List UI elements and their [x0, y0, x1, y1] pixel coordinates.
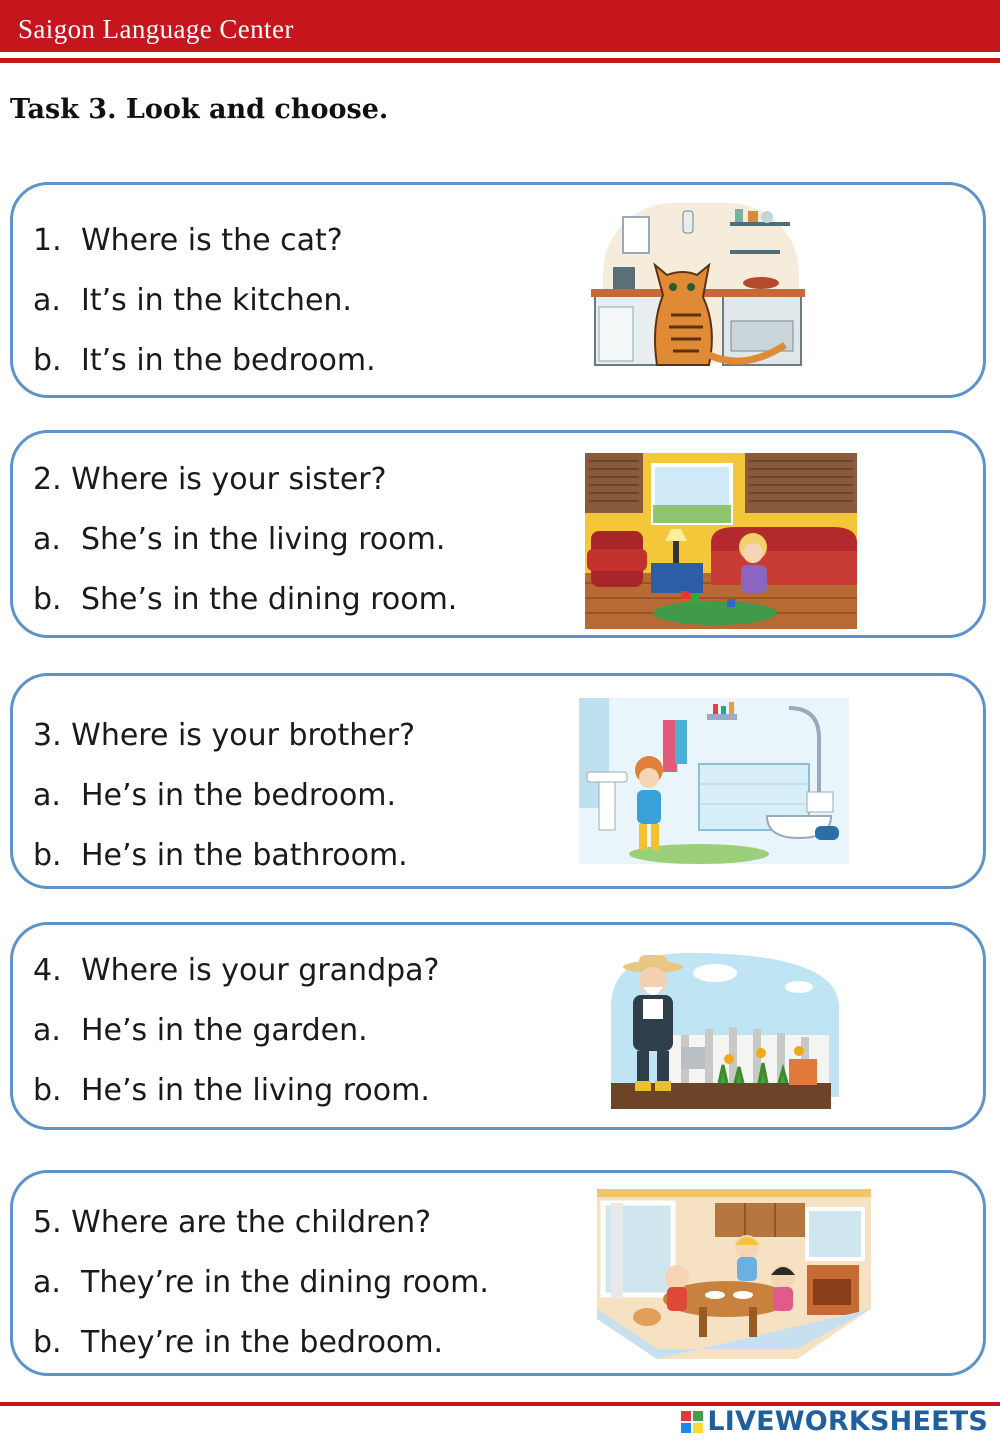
option-marker: a. — [33, 778, 61, 813]
option-marker: b. — [33, 1073, 62, 1108]
question-text: Where is the cat? — [81, 223, 343, 258]
option-marker: a. — [33, 1013, 61, 1048]
option-marker: a. — [33, 522, 61, 557]
question-number: 1. — [33, 223, 62, 258]
question-4 — [33, 953, 439, 988]
living-room-image — [585, 453, 857, 629]
question-card-5 — [10, 1170, 986, 1376]
option-text: It’s in the kitchen. — [81, 283, 352, 318]
option-4b[interactable] — [33, 1073, 430, 1108]
bathroom-image — [579, 698, 849, 864]
option-marker: b. — [33, 838, 62, 873]
option-2b[interactable] — [33, 582, 457, 617]
option-3a[interactable] — [33, 778, 396, 813]
garden-image — [589, 947, 851, 1117]
question-card-4 — [10, 922, 986, 1130]
option-text: She’s in the dining room. — [81, 582, 458, 617]
option-1b[interactable] — [33, 343, 376, 378]
option-3b[interactable] — [33, 838, 408, 873]
option-marker: b. — [33, 1325, 62, 1360]
question-3 — [33, 718, 415, 753]
option-4a[interactable] — [33, 1013, 368, 1048]
option-1a[interactable] — [33, 283, 352, 318]
question-number: 4. — [33, 953, 62, 988]
question-card-1 — [10, 182, 986, 398]
question-card-3 — [10, 673, 986, 889]
question-number: 5. — [33, 1205, 62, 1240]
option-5a[interactable] — [33, 1265, 489, 1300]
header-divider — [0, 58, 1000, 63]
question-text: Where is your sister? — [71, 462, 387, 497]
task-title: Task 3. Look and choose. — [10, 94, 389, 125]
question-1 — [33, 223, 343, 258]
option-text: He’s in the garden. — [81, 1013, 368, 1048]
brand-name: LIVEWORKSHEETS — [707, 1406, 988, 1437]
question-text: Where are the children? — [71, 1205, 432, 1240]
option-text: She’s in the living room. — [81, 522, 446, 557]
cat-kitchen-image — [585, 195, 805, 375]
liveworksheets-logo — [681, 1406, 988, 1437]
option-marker: a. — [33, 1265, 61, 1300]
question-2 — [33, 462, 387, 497]
option-2a[interactable] — [33, 522, 445, 557]
option-text: It’s in the bedroom. — [81, 343, 376, 378]
question-number: 2. — [33, 462, 62, 497]
question-text: Where is your brother? — [71, 718, 416, 753]
center-name: Saigon Language Center — [18, 14, 294, 44]
option-marker: b. — [33, 582, 62, 617]
question-card-2 — [10, 430, 986, 638]
option-text: He’s in the bedroom. — [81, 778, 397, 813]
brand-grid-icon — [681, 1409, 705, 1435]
question-number: 3. — [33, 718, 62, 753]
option-text: They’re in the bedroom. — [81, 1325, 444, 1360]
question-5 — [33, 1205, 431, 1240]
option-marker: b. — [33, 343, 62, 378]
header-bar — [0, 0, 1000, 52]
option-text: They’re in the dining room. — [81, 1265, 489, 1300]
option-5b[interactable] — [33, 1325, 443, 1360]
question-text: Where is your grandpa? — [81, 953, 440, 988]
option-text: He’s in the bathroom. — [81, 838, 408, 873]
dining-room-image — [597, 1189, 871, 1359]
option-marker: a. — [33, 283, 61, 318]
option-text: He’s in the living room. — [81, 1073, 430, 1108]
